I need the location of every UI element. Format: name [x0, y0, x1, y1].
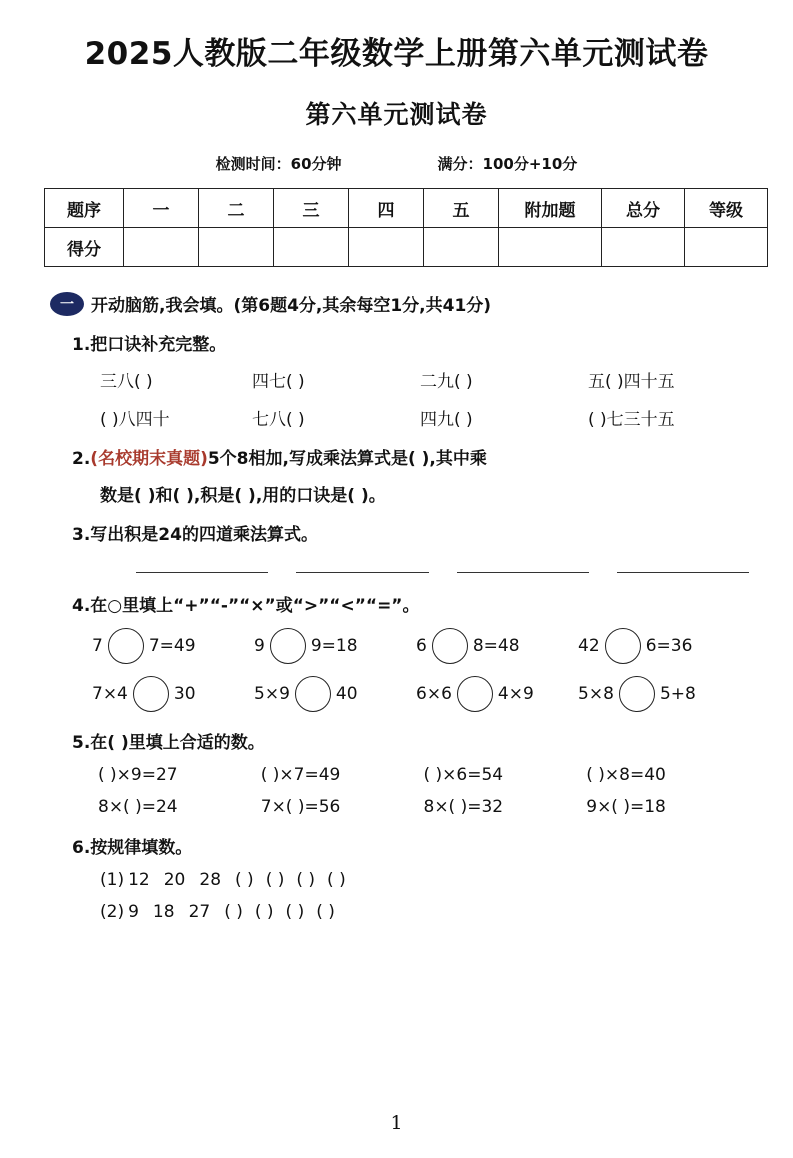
q4-expr-5: [92, 676, 254, 712]
table-head-grade: 等级: [685, 189, 768, 228]
table-head-2: 二: [199, 189, 274, 228]
q1-item-3[interactable]: 二九( ): [420, 372, 473, 393]
question-1-number: 1.: [72, 335, 91, 356]
table-score-label: 得分: [45, 228, 124, 267]
q6-seq1-blank-4[interactable]: ( ): [327, 870, 346, 891]
section-title: 开动脑筋,我会填。: [91, 296, 234, 317]
question-3-number: 3.: [72, 525, 91, 546]
q4-expr-2-left: 9: [254, 636, 265, 657]
score-cell-2[interactable]: [199, 228, 274, 267]
table-row-header: [45, 189, 768, 228]
q6-seq2-num-2: 18: [152, 902, 175, 923]
question-1-text: 把口诀补充完整。: [90, 335, 227, 356]
q4-expr-6: [254, 676, 416, 712]
q4-expr-1-left: 7: [92, 636, 103, 657]
question-2-line-2: [100, 481, 749, 506]
section-scoring-note: (第6题4分,其余每空1分,共41分): [233, 296, 492, 317]
q6-seq1-given: [128, 870, 235, 890]
q5-expr-3[interactable]: ( )×6=54: [423, 765, 504, 786]
score-cell-1[interactable]: [124, 228, 199, 267]
answer-line-2[interactable]: [296, 571, 428, 573]
question-2-text-1[interactable]: 5个8相加,写成乘法算式是( ),其中乘: [207, 449, 487, 470]
q4-expr-8: [578, 676, 749, 712]
score-cell-extra[interactable]: [499, 228, 602, 267]
answer-line-3[interactable]: [457, 571, 589, 573]
table-head-4: 四: [349, 189, 424, 228]
q5-expr-8[interactable]: 9×( )=18: [586, 797, 666, 818]
q5-expr-2[interactable]: ( )×7=49: [260, 765, 341, 786]
question-2-number: 2.: [72, 449, 91, 470]
q4-expr-8-left: 5×8: [578, 684, 614, 705]
question-3-stem: [72, 520, 749, 545]
table-row-scores: [45, 228, 768, 267]
score-cell-5[interactable]: [424, 228, 499, 267]
q1-item-1[interactable]: 三八( ): [100, 372, 153, 393]
q5-expr-7[interactable]: 8×( )=32: [423, 797, 504, 818]
q4-expr-4-right: 6=36: [645, 636, 693, 657]
question-4-row-1: [92, 628, 749, 664]
q4-expr-1-right: 7=49: [148, 636, 196, 657]
q6-seq2-blank-3[interactable]: ( ): [285, 902, 305, 923]
page-number: 1: [390, 1112, 403, 1134]
operator-circle[interactable]: [133, 676, 169, 712]
operator-circle[interactable]: [295, 676, 331, 712]
score-cell-grade[interactable]: [685, 228, 768, 267]
q1-item-4[interactable]: 五( )四十五: [588, 372, 675, 393]
question-4-text: 在○里填上“+”“-”“×”或“>”“<”“=”。: [90, 596, 420, 617]
question-2: [44, 444, 749, 506]
worksheet-page: [0, 36, 793, 1158]
score-cell-4[interactable]: [349, 228, 424, 267]
q6-seq1-num-2: 20: [163, 870, 186, 891]
question-3-text: 写出积是24的四道乘法算式。: [90, 525, 318, 546]
q6-seq2-num-3: 27: [188, 902, 211, 923]
section-heading: [50, 291, 749, 316]
operator-circle[interactable]: [605, 628, 641, 664]
q4-expr-7-left: 6×6: [416, 684, 452, 705]
q4-expr-6-left: 5×9: [254, 684, 290, 705]
table-head-1: 一: [124, 189, 199, 228]
q6-seq1-blank-1[interactable]: ( ): [235, 870, 254, 891]
exam-info: [44, 153, 749, 174]
q5-expr-1[interactable]: ( )×9=27: [98, 765, 178, 786]
q6-seq1-label: (1): [100, 870, 125, 891]
q4-expr-4-left: 42: [578, 636, 600, 657]
question-5-row-2: [98, 797, 749, 817]
question-3-answer-lines: [136, 571, 749, 573]
question-5-text: 在( )里填上合适的数。: [90, 733, 265, 754]
q6-seq1-num-3: 28: [199, 870, 222, 891]
q4-expr-5-right: 30: [173, 684, 196, 705]
table-head-total: 总分: [602, 189, 685, 228]
question-5-number: 5.: [72, 733, 91, 754]
question-1-row-1: [100, 367, 749, 392]
question-6-sequence-2: [100, 902, 749, 922]
question-5: [44, 728, 749, 817]
page-subtitle: 第六单元测试卷: [305, 100, 488, 130]
question-1-stem: [72, 330, 749, 355]
question-1-row-2: [100, 405, 749, 430]
q6-seq2-label: (2): [100, 902, 125, 923]
question-2-source-tag: (名校期末真题): [90, 449, 208, 470]
q4-expr-2-right: 9=18: [310, 636, 358, 657]
page-title: 2025人教版二年级数学上册第六单元测试卷: [84, 36, 709, 72]
score-cell-3[interactable]: [274, 228, 349, 267]
q5-expr-4[interactable]: ( )×8=40: [586, 765, 666, 786]
question-4-number: 4.: [72, 596, 91, 617]
q1-item-7[interactable]: 四九( ): [420, 410, 473, 431]
q5-expr-6[interactable]: 7×( )=56: [260, 797, 341, 818]
operator-circle[interactable]: [432, 628, 468, 664]
question-4-row-2: [92, 676, 749, 712]
question-2-text-2[interactable]: 数是( )和( ),积是( ),用的口诀是( )。: [100, 486, 386, 507]
q1-item-2[interactable]: 四七( ): [252, 372, 305, 393]
operator-circle[interactable]: [108, 628, 144, 664]
q6-seq1-blank-3[interactable]: ( ): [296, 870, 316, 891]
q1-item-5[interactable]: ( )八四十: [100, 410, 170, 431]
q4-expr-4: [578, 628, 749, 664]
question-1: [44, 330, 749, 430]
question-6-stem: [72, 833, 749, 858]
q4-expr-8-right: 5+8: [659, 684, 696, 705]
q6-seq2-blanks: [224, 902, 347, 922]
operator-circle[interactable]: [619, 676, 655, 712]
operator-circle[interactable]: [457, 676, 493, 712]
q6-seq2-num-1: 9: [128, 902, 139, 923]
q4-expr-7-right: 4×9: [497, 684, 534, 705]
table-head-5: 五: [424, 189, 499, 228]
q4-expr-7: [416, 676, 578, 712]
q4-expr-3: [416, 628, 578, 664]
q6-seq2-given: [128, 902, 224, 922]
question-5-row-1: [98, 765, 749, 785]
q6-seq1-num-1: 12: [128, 870, 150, 891]
q5-expr-5[interactable]: 8×( )=24: [98, 797, 178, 818]
question-6-text: 按规律填数。: [90, 838, 193, 859]
section-badge: 一: [50, 292, 84, 316]
q1-item-6[interactable]: 七八( ): [252, 410, 305, 431]
score-table-wrapper: [44, 188, 749, 267]
question-6: [44, 833, 749, 922]
q6-seq1-blank-2[interactable]: ( ): [265, 870, 285, 891]
q4-expr-3-right: 8=48: [472, 636, 520, 657]
q4-expr-1: [92, 628, 254, 664]
exam-duration: 检测时间：60分钟: [215, 155, 342, 174]
q6-seq2-blank-2[interactable]: ( ): [254, 902, 274, 923]
score-table: [44, 188, 768, 267]
question-3: [44, 520, 749, 573]
answer-line-1[interactable]: [136, 571, 268, 573]
exam-full-score: 满分：100分+10分: [437, 155, 578, 174]
q1-item-8[interactable]: ( )七三十五: [588, 410, 675, 431]
table-head-3: 三: [274, 189, 349, 228]
table-head-label: 题序: [45, 189, 124, 228]
q4-expr-3-left: 6: [416, 636, 427, 657]
q6-seq2-blank-1[interactable]: ( ): [224, 902, 243, 923]
question-2-line-1: [72, 444, 749, 469]
question-6-number: 6.: [72, 838, 91, 859]
question-6-sequence-1: [100, 870, 749, 890]
q6-seq1-blanks: [235, 870, 358, 890]
table-head-extra: 附加题: [499, 189, 602, 228]
operator-circle[interactable]: [270, 628, 306, 664]
score-cell-total[interactable]: [602, 228, 685, 267]
q4-expr-2: [254, 628, 416, 664]
answer-line-4[interactable]: [617, 571, 749, 573]
question-4: [44, 591, 749, 712]
question-5-stem: [72, 728, 749, 753]
q4-expr-6-right: 40: [335, 684, 358, 705]
question-4-stem: [72, 591, 749, 616]
q6-seq2-blank-4[interactable]: ( ): [316, 902, 335, 923]
q4-expr-5-left: 7×4: [92, 684, 128, 705]
